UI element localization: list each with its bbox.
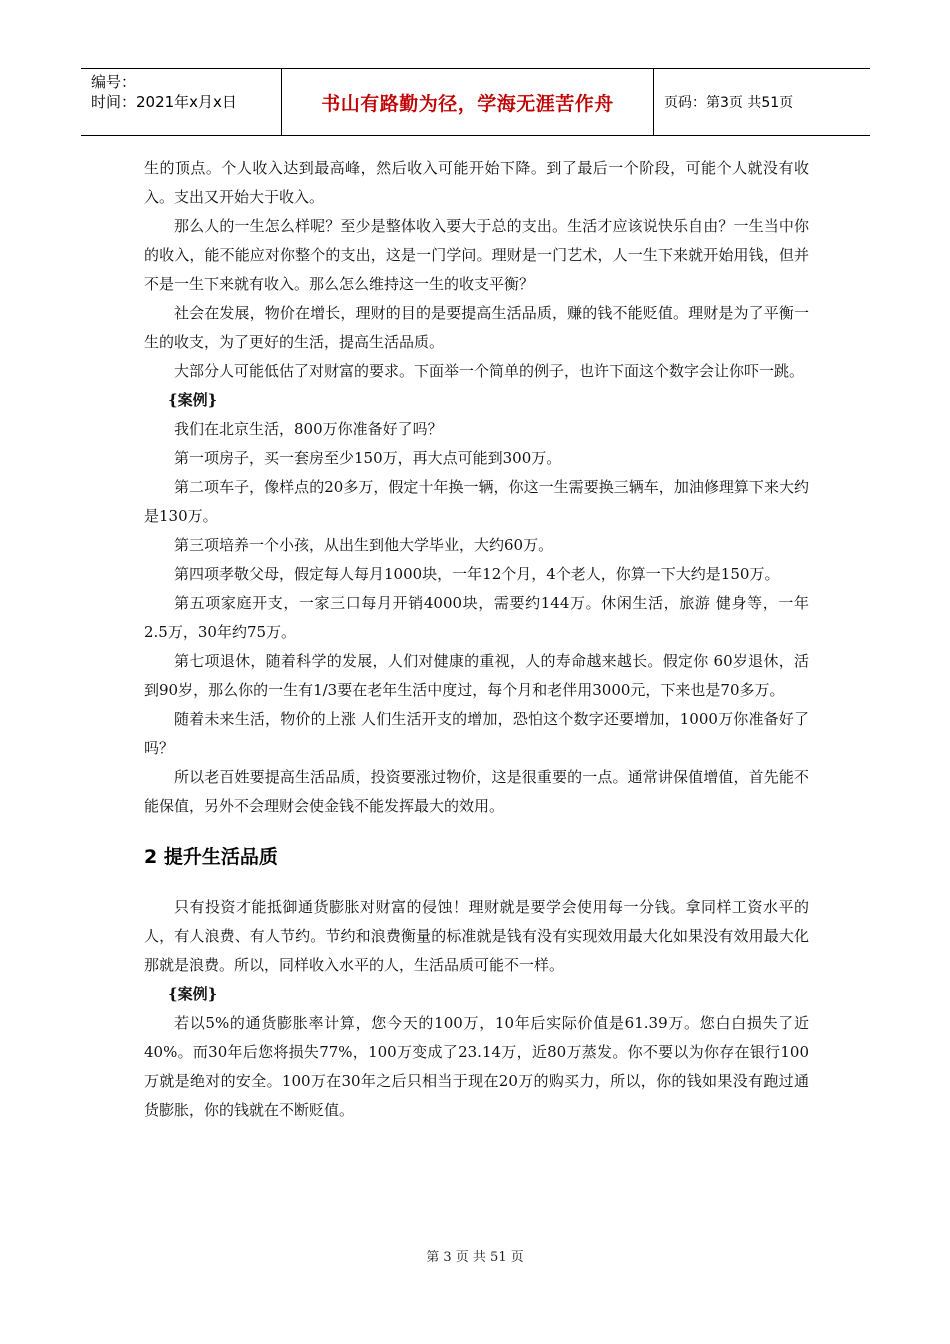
paragraph: 生的顶点。个人收入达到最高峰，然后收入可能开始下降。到了最后一个阶段，可能个人就没有收入。支出又开始大于收入。 (144, 159, 809, 206)
paragraph: 只有投资才能抵御通货膨胀对财富的侵蚀！理财就是要学会使用每一分钱。拿同样工资水平的人，有人浪费、有人节约。节约和浪费衡量的标准就是钱有没有实现效用最大化如果没有效用最大化那就是浪费。所以，同样收入水平的人，生活品质可能不一样。 (144, 898, 809, 974)
header-motto: 书山有路勤为径，学海无涯苦作舟 (281, 69, 654, 135)
paragraph: 第五项家庭开支，一家三口每月开销4000块，需要约144万。休闲生活，旅游 健身等，一年2.5万，30年约75万。 (144, 594, 809, 641)
page-footer: 第 3 页 共 51 页 (426, 1250, 524, 1265)
page-header (81, 68, 870, 136)
header-code-label: 编号： (91, 73, 137, 91)
case-label: {案例} (168, 985, 218, 1003)
case-label: {案例} (168, 391, 218, 409)
header-page-info: 页码：第3页 共51页 (664, 95, 794, 111)
document-body (144, 154, 809, 1125)
paragraph: 第七项退休，随着科学的发展，人们对健康的重视，人的寿命越来越长。假定你 60岁退休，活到90岁，那么你的一生有1/3要在老年生活中度过，每个月和老伴用3000元，下来也是70多万。 (144, 652, 809, 699)
section-1-paragraphs (144, 154, 809, 821)
header-meta (81, 69, 281, 135)
paragraph: 第二项车子，像样点的20多万，假定十年换一辆，你这一生需要换三辆车，加油修理算下来大约是130万。 (144, 478, 809, 525)
paragraph: 随着未来生活，物价的上涨 人们生活开支的增加，恐怕这个数字还要增加，1000万你准备好了吗？ (144, 710, 809, 757)
paragraph: 大部分人可能低估了对财富的要求。下面举一个简单的例子，也许下面这个数字会让你吓一跳。 (174, 362, 805, 380)
paragraph: 所以老百姓要提高生活品质，投资要涨过物价，这是很重要的一点。通常讲保值增值，首先能不能保值，另外不会理财会使金钱不能发挥最大的效用。 (144, 768, 809, 815)
paragraph: 若以5%的通货膨胀率计算，您今天的100万，10年后实际价值是61.39万。您白白损失了近40%。而30年后您将损失77%，100万变成了23.14万，近80万蒸发。你不要以为你存在银行100万就是绝对的安全。100万在30年之后只相当于现在20万的购买力，所以，你的钱如果没有跑过通货膨胀，你的钱就在不断贬值。 (144, 1014, 809, 1119)
paragraph: 第一项房子，买一套房至少150万，再大点可能到300万。 (174, 449, 562, 467)
paragraph: 我们在北京生活，800万你准备好了吗？ (174, 420, 443, 438)
header-date-label: 时间：2021年x月x日 (91, 93, 237, 111)
paragraph: 第四项孝敬父母，假定每人每月1000块，一年12个月，4个老人，你算一下大约是150万。 (174, 565, 780, 583)
paragraph: 社会在发展，物价在增长，理财的目的是要提高生活品质，赚的钱不能贬值。理财是为了平衡一生的收支，为了更好的生活，提高生活品质。 (144, 304, 809, 351)
section-2-paragraphs (144, 893, 809, 1125)
paragraph: 那么人的一生怎么样呢？至少是整体收入要大于总的支出。生活才应该说快乐自由？一生当中你的收入，能不能应对你整个的支出，这是一门学问。理财是一门艺术，人一生下来就开始用钱，但并不是一生下来就有收入。那么怎么维持这一生的收支平衡？ (144, 217, 809, 293)
paragraph: 第三项培养一个小孩，从出生到他大学毕业，大约60万。 (174, 536, 554, 554)
section-heading: 2 提升生活品质 (144, 846, 278, 868)
